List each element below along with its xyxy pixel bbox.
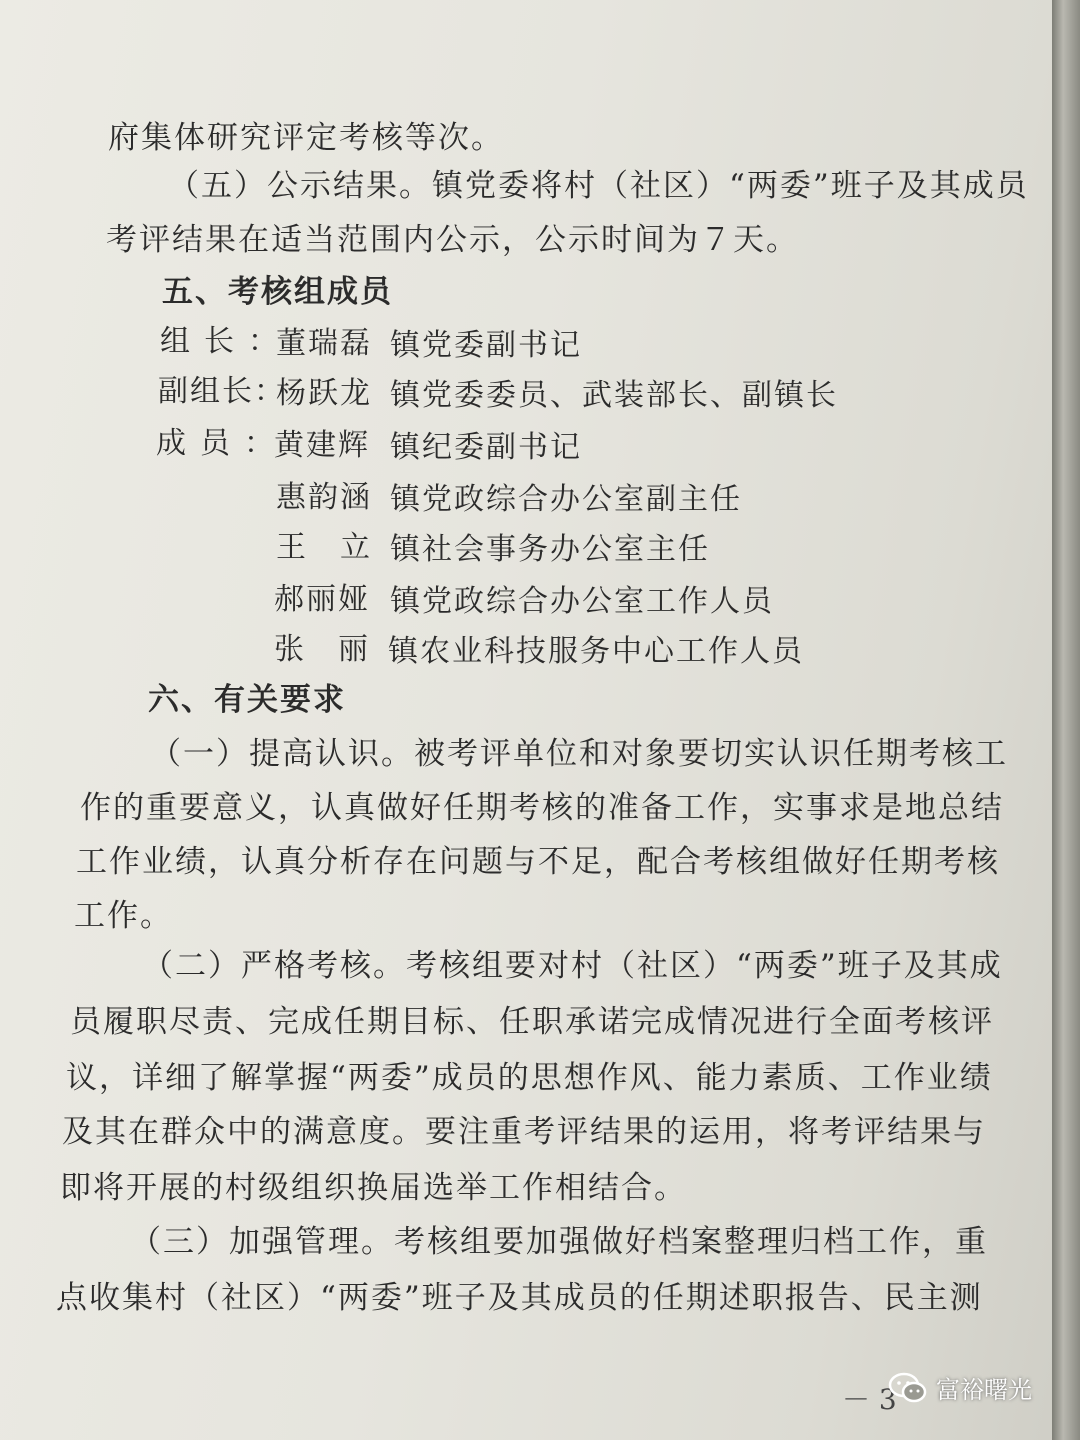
- member-name: 张 丽: [274, 632, 370, 667]
- paragraph-line: （三）加强管理。考核组要加强做好档案整理归档工作，重: [130, 1224, 988, 1260]
- paragraph-line: （五）公示结果。镇党委将村（社区）“两委”班子及其成员: [168, 168, 1029, 204]
- page-number: － 3: [842, 1383, 897, 1416]
- paragraph-line: 考评结果在适当范围内公示，公示时间为７天。: [106, 222, 799, 258]
- paragraph-line: 点收集村（社区）“两委”班子及其成员的任期述职报告、民主测: [56, 1280, 983, 1316]
- member-role: 组长：: [160, 324, 280, 359]
- paragraph-line: 即将开展的村级组织换届选举工作相结合。: [60, 1170, 687, 1206]
- member-title: 镇党政综合办公室工作人员: [390, 584, 774, 619]
- paragraph-line: 工作业绩，认真分析存在问题与不足，配合考核组做好任期考核: [76, 844, 1000, 880]
- member-title: 镇党委委员、武装部长、副镇长: [390, 378, 838, 413]
- paragraph-line: 及其在群众中的满意度。要注重考评结果的运用，将考评结果与: [62, 1114, 986, 1150]
- member-title: 镇农业科技服务中心工作人员: [388, 634, 804, 669]
- paragraph-line: 工作。: [74, 898, 173, 934]
- wechat-icon: [888, 1371, 928, 1405]
- member-name: 王 立: [276, 530, 372, 565]
- member-role: 成员：: [156, 426, 276, 461]
- member-name: 董瑞磊: [276, 326, 372, 361]
- paragraph-line: （一）提高认识。被考评单位和对象要切实认识任期考核工: [150, 736, 1008, 772]
- watermark: [888, 1370, 1032, 1405]
- member-name: 黄建辉: [274, 428, 370, 463]
- section-heading: 六、有关要求: [148, 682, 346, 718]
- member-role: 副组长：: [158, 374, 286, 409]
- watermark-text: 富裕曙光: [936, 1376, 1032, 1404]
- section-heading: 五、考核组成员: [162, 274, 393, 310]
- paragraph-line: 作的重要意义，认真做好任期考核的准备工作，实事求是地总结: [80, 790, 1004, 826]
- member-title: 镇党委副书记: [390, 328, 582, 363]
- member-title: 镇社会事务办公室主任: [390, 532, 710, 567]
- paragraph-line: （二）严格考核。考核组要对村（社区）“两委”班子及其成: [142, 948, 1003, 984]
- paragraph-line: 府集体研究评定考核等次。: [108, 120, 504, 156]
- member-name: 惠韵涵: [276, 480, 372, 515]
- member-name: 杨跃龙: [276, 376, 372, 411]
- member-name: 郝丽娅: [274, 582, 370, 617]
- member-title: 镇纪委副书记: [390, 430, 582, 465]
- paragraph-line: 议，详细了解掌握“两委”成员的思想作风、能力素质、工作业绩: [66, 1060, 993, 1096]
- member-title: 镇党政综合办公室副主任: [390, 482, 742, 517]
- paragraph-line: 员履职尽责、完成任期目标、任职承诺完成情况进行全面考核评: [70, 1004, 994, 1040]
